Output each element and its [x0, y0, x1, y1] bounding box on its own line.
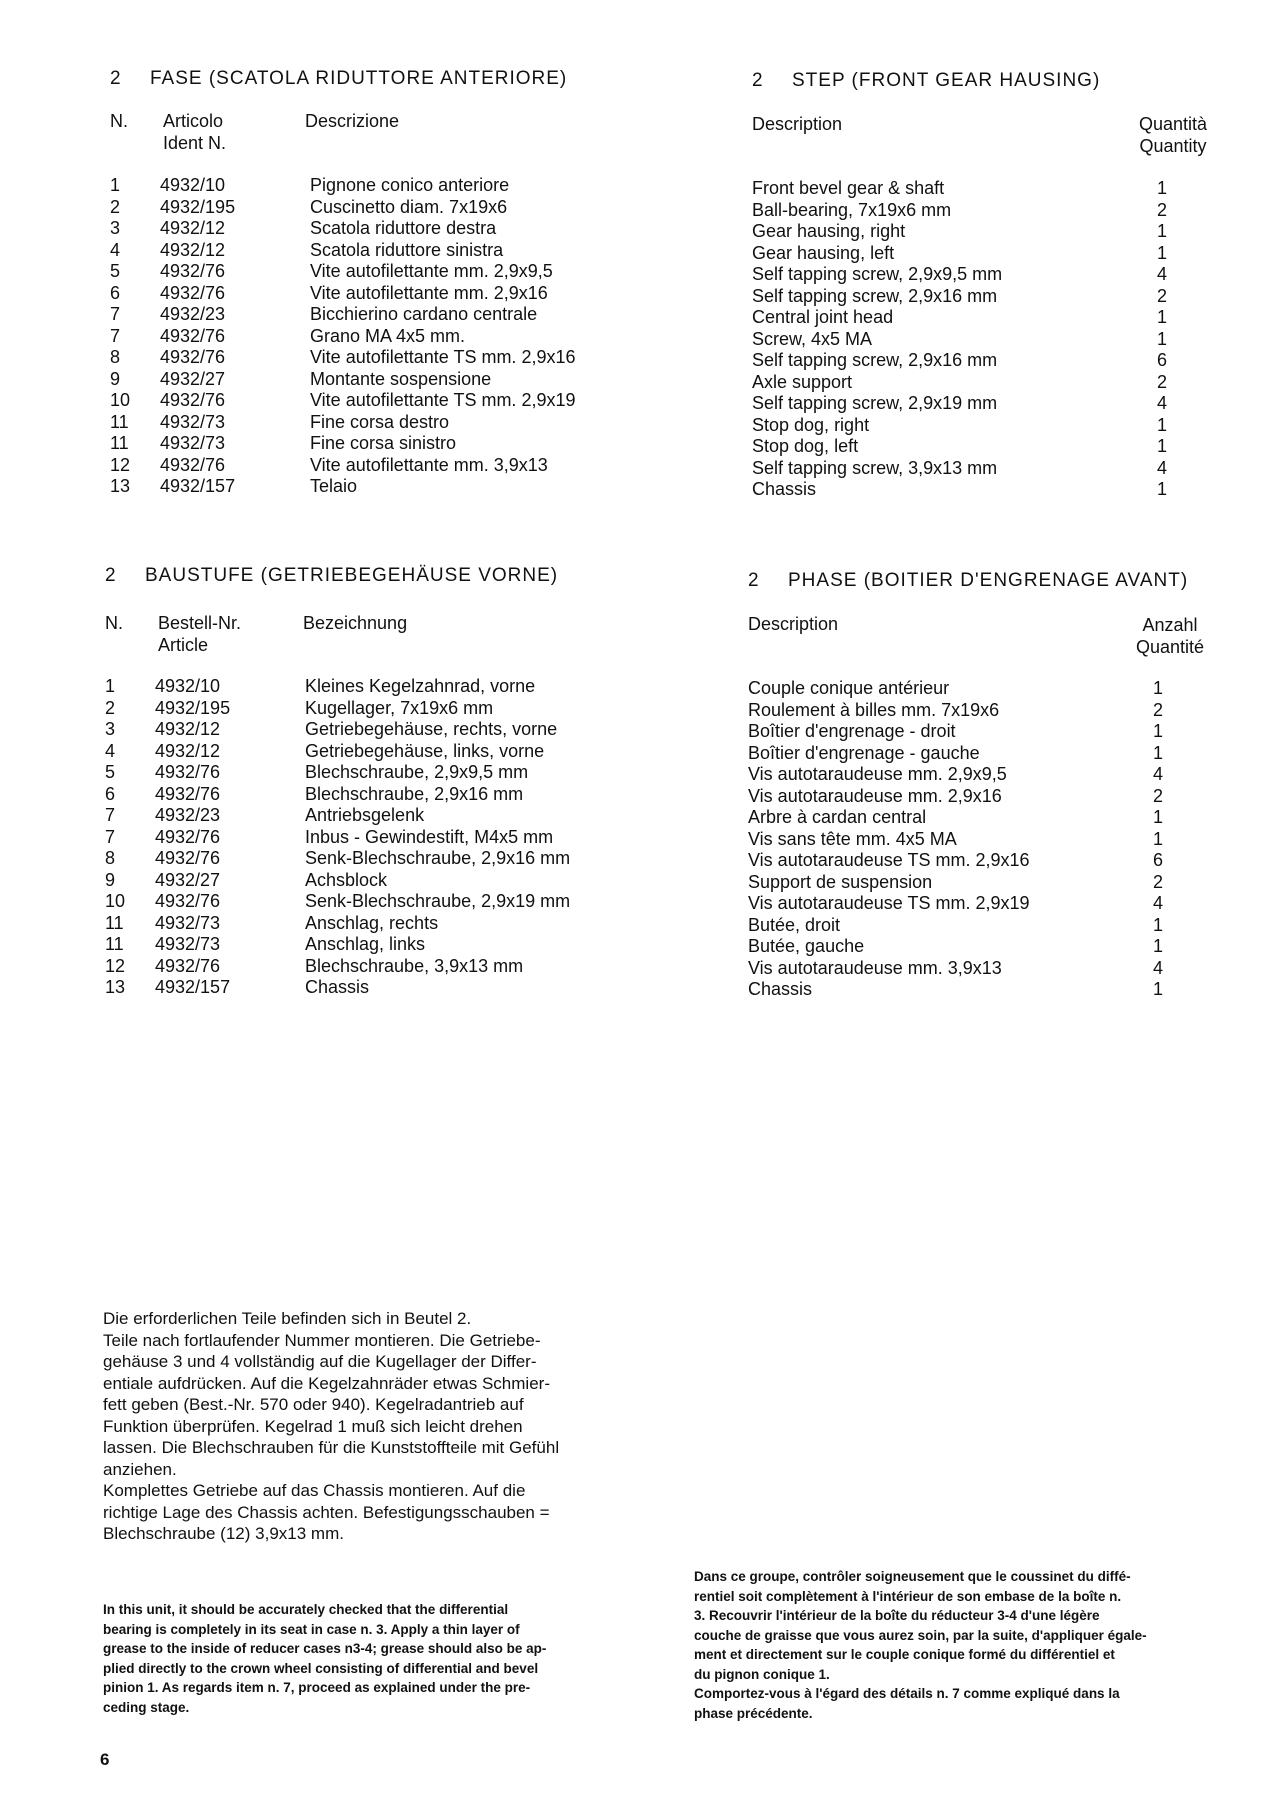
- item-number: 13: [110, 476, 131, 496]
- article-number: 4932/76: [155, 848, 221, 868]
- part-description: Getriebegehäuse, links, vorne: [305, 740, 545, 761]
- part-description: Boîtier d'engrenage - gauche: [748, 742, 980, 763]
- part-description: Kugellager, 7x19x6 mm: [305, 697, 494, 718]
- instruction-line: rentiel soit complètement à l'intérieur de son embase de la boîte n.: [694, 1588, 1122, 1604]
- parts-row: [110, 476, 630, 498]
- parts-row: [748, 850, 1208, 872]
- italian-header-description: Descrizione: [305, 111, 400, 131]
- article-number: 4932/23: [160, 304, 226, 324]
- parts-row: [110, 175, 630, 197]
- parts-row: [105, 891, 625, 913]
- parts-row: [110, 412, 630, 434]
- article-number: 4932/157: [155, 977, 231, 997]
- part-description: Vis sans tête mm. 4x5 MA: [748, 828, 957, 849]
- item-number: 9: [110, 368, 121, 389]
- item-number: 10: [105, 891, 126, 911]
- parts-row: [105, 698, 625, 720]
- part-description: Axle support: [752, 371, 853, 392]
- french-header-quantity-line1: Anzahl: [1142, 615, 1198, 635]
- item-number: 8: [105, 848, 116, 868]
- item-number: 11: [110, 411, 129, 432]
- english-section-number: 2: [752, 70, 764, 91]
- instruction-line: bearing is completely in its seat in case n. 3. Apply a thin layer of: [103, 1621, 520, 1637]
- instruction-line: 3. Recouvrir l'intérieur de la boîte du réducteur 3-4 d'une légère: [694, 1608, 1100, 1623]
- parts-row: [752, 221, 1212, 243]
- part-description: Front bevel gear & shaft: [752, 178, 945, 198]
- item-number: 12: [110, 454, 131, 475]
- article-number: 4932/76: [160, 347, 226, 367]
- part-description: Telaio: [310, 476, 358, 496]
- parts-row: [110, 369, 630, 391]
- instruction-line: anziehen.: [103, 1459, 177, 1479]
- parts-row: [748, 764, 1208, 786]
- parts-row: [752, 178, 1212, 200]
- german-header-n: N.: [105, 613, 123, 633]
- part-description: Pignone conico anteriore: [310, 175, 510, 195]
- article-number: 4932/12: [155, 740, 221, 761]
- italian-parts-list: [110, 175, 630, 498]
- part-description: Anschlag, rechts: [305, 912, 439, 933]
- parts-row: [748, 678, 1208, 700]
- part-description: Stop dog, left: [752, 436, 859, 456]
- parts-row: [748, 743, 1208, 765]
- instruction-line: Funktion überprüfen. Kegelrad 1 muß sich leicht drehen: [103, 1416, 523, 1436]
- parts-row: [110, 347, 630, 369]
- italian-section-number: 2: [110, 68, 122, 89]
- english-header-quantity: [1128, 113, 1218, 157]
- item-number: 4: [110, 239, 121, 260]
- article-number: 4932/195: [155, 697, 231, 718]
- parts-row: [105, 934, 625, 956]
- part-description: Central joint head: [752, 307, 894, 327]
- german-header-article: [158, 612, 241, 656]
- article-number: 4932/73: [155, 934, 221, 954]
- quantity: 4: [1152, 893, 1163, 913]
- quantity: 1: [1152, 914, 1163, 935]
- item-number: 6: [105, 783, 116, 804]
- article-number: 4932/27: [160, 368, 226, 389]
- instruction-line: fett geben (Best.-Nr. 570 oder 940). Kegelradantrieb auf: [103, 1395, 524, 1414]
- item-number: 3: [110, 218, 121, 238]
- italian-section-title: [110, 68, 567, 90]
- parts-row: [110, 240, 630, 262]
- german-section-number: 2: [105, 565, 117, 586]
- quantity: 4: [1156, 457, 1167, 478]
- item-number: 7: [105, 826, 116, 847]
- part-description: Roulement à billes mm. 7x19x6: [748, 699, 1000, 720]
- item-number: 5: [110, 261, 121, 281]
- quantity: 2: [1156, 285, 1167, 306]
- part-description: Arbre à cardan central: [748, 807, 927, 827]
- part-description: Cuscinetto diam. 7x19x6: [310, 196, 508, 217]
- parts-row: [105, 827, 625, 849]
- parts-row: [748, 829, 1208, 851]
- part-description: Kleines Kegelzahnrad, vorne: [305, 676, 536, 696]
- article-number: 4932/12: [160, 239, 226, 260]
- parts-row: [752, 415, 1212, 437]
- item-number: 2: [110, 196, 121, 217]
- item-number: 7: [110, 325, 121, 346]
- part-description: Boîtier d'engrenage - droit: [748, 721, 956, 741]
- part-description: Vite autofilettante TS mm. 2,9x16: [310, 347, 576, 367]
- parts-row: [752, 479, 1212, 501]
- english-section-heading: STEP (FRONT GEAR HAUSING): [792, 70, 1101, 91]
- part-description: Inbus - Gewindestift, M4x5 mm: [305, 826, 554, 847]
- article-number: 4932/76: [155, 826, 221, 847]
- parts-row: [110, 390, 630, 412]
- italian-header-n: N.: [110, 111, 128, 131]
- article-number: 4932/76: [160, 390, 226, 410]
- english-parts-list: [752, 178, 1212, 501]
- quantity: 1: [1156, 221, 1167, 241]
- parts-row: [752, 329, 1212, 351]
- part-description: Stop dog, right: [752, 414, 870, 435]
- part-description: Couple conique antérieur: [748, 678, 950, 698]
- french-header-description: Description: [748, 614, 839, 634]
- parts-row: [748, 872, 1208, 894]
- quantity: 1: [1156, 307, 1167, 327]
- part-description: Screw, 4x5 MA: [752, 328, 873, 349]
- german-instructions: [103, 1308, 643, 1545]
- quantity: 1: [1156, 414, 1167, 435]
- french-header-quantity-line2: Quantité: [1135, 637, 1205, 657]
- part-description: Getriebegehäuse, rechts, vorne: [305, 719, 558, 739]
- french-parts-list: [748, 678, 1208, 1001]
- part-description: Butée, droit: [748, 914, 841, 935]
- item-number: 7: [105, 805, 116, 825]
- parts-row: [110, 304, 630, 326]
- part-description: Self tapping screw, 2,9x19 mm: [752, 393, 998, 413]
- quantity: 1: [1152, 936, 1163, 956]
- parts-row: [748, 958, 1208, 980]
- parts-row: [105, 870, 625, 892]
- parts-row: [110, 261, 630, 283]
- parts-row: [752, 264, 1212, 286]
- german-parts-list: [105, 676, 625, 999]
- italian-header-article-line1: Articolo: [163, 111, 224, 131]
- part-description: Chassis: [752, 479, 817, 499]
- part-description: Self tapping screw, 2,9x16 mm: [752, 285, 998, 306]
- parts-row: [752, 350, 1212, 372]
- article-number: 4932/10: [155, 676, 221, 696]
- item-number: 7: [110, 304, 121, 324]
- parts-row: [748, 721, 1208, 743]
- italian-header-article-line2: Ident N.: [163, 133, 227, 153]
- instruction-line: Comportez-vous à l'égard des détails n. 7 comme expliqué dans la: [694, 1686, 1120, 1701]
- item-number: 1: [105, 676, 116, 696]
- quantity: 4: [1152, 764, 1163, 784]
- item-number: 3: [105, 719, 116, 739]
- item-number: 1: [110, 175, 121, 195]
- quantity: 4: [1156, 264, 1167, 284]
- quantity: 1: [1156, 242, 1167, 263]
- part-description: Achsblock: [305, 869, 388, 890]
- part-description: Vis autotaraudeuse TS mm. 2,9x19: [748, 893, 1030, 913]
- quantity: 1: [1156, 178, 1167, 198]
- part-description: Chassis: [748, 979, 813, 999]
- article-number: 4932/76: [160, 325, 226, 346]
- quantity: 6: [1156, 350, 1167, 370]
- french-header-quantity: [1125, 614, 1215, 658]
- article-number: 4932/76: [160, 282, 226, 303]
- part-description: Senk-Blechschraube, 2,9x19 mm: [305, 891, 571, 911]
- italian-section-heading: FASE (SCATOLA RIDUTTORE ANTERIORE): [150, 68, 568, 89]
- part-description: Vis autotaraudeuse mm. 3,9x13: [748, 957, 1002, 978]
- parts-row: [752, 436, 1212, 458]
- part-description: Vite autofilettante mm. 3,9x13: [310, 454, 548, 475]
- parts-row: [752, 458, 1212, 480]
- parts-row: [748, 979, 1208, 1001]
- german-header-description: Bezeichnung: [303, 613, 408, 633]
- article-number: 4932/76: [160, 454, 226, 475]
- instruction-line: Blechschraube (12) 3,9x13 mm.: [103, 1524, 344, 1543]
- parts-row: [110, 455, 630, 477]
- article-number: 4932/76: [155, 783, 221, 804]
- article-number: 4932/12: [160, 218, 226, 238]
- part-description: Self tapping screw, 2,9x16 mm: [752, 350, 998, 370]
- french-section-number: 2: [748, 570, 760, 591]
- quantity: 1: [1152, 828, 1163, 849]
- part-description: Chassis: [305, 977, 370, 997]
- part-description: Senk-Blechschraube, 2,9x16 mm: [305, 848, 571, 868]
- part-description: Self tapping screw, 3,9x13 mm: [752, 457, 998, 478]
- part-description: Vite autofilettante mm. 2,9x16: [310, 282, 548, 303]
- part-description: Scatola riduttore sinistra: [310, 239, 504, 260]
- part-description: Montante sospensione: [310, 368, 492, 389]
- quantity: 2: [1156, 199, 1167, 220]
- part-description: Blechschraube, 2,9x9,5 mm: [305, 762, 529, 782]
- quantity: 1: [1152, 807, 1163, 827]
- quantity: 2: [1152, 699, 1163, 720]
- parts-row: [105, 719, 625, 741]
- article-number: 4932/76: [160, 261, 226, 281]
- article-number: 4932/27: [155, 869, 221, 890]
- parts-row: [105, 956, 625, 978]
- item-number: 13: [105, 977, 126, 997]
- german-header-article-line2: Article: [158, 635, 209, 655]
- item-number: 5: [105, 762, 116, 782]
- parts-row: [105, 741, 625, 763]
- item-number: 9: [105, 869, 116, 890]
- part-description: Anschlag, links: [305, 934, 426, 954]
- english-header-quantity-line2: Quantity: [1139, 136, 1207, 156]
- instruction-line: grease to the inside of reducer cases n3-4; grease should also be ap-: [103, 1641, 547, 1656]
- parts-row: [110, 283, 630, 305]
- quantity: 6: [1152, 850, 1163, 870]
- part-description: Vis autotaraudeuse mm. 2,9x9,5: [748, 764, 1007, 784]
- part-description: Self tapping screw, 2,9x9,5 mm: [752, 264, 1003, 284]
- item-number: 4: [105, 740, 116, 761]
- quantity: 2: [1152, 785, 1163, 806]
- item-number: 12: [105, 955, 126, 976]
- quantity: 1: [1152, 979, 1163, 999]
- article-number: 4932/23: [155, 805, 221, 825]
- quantity: 1: [1152, 721, 1163, 741]
- article-number: 4932/76: [155, 762, 221, 782]
- part-description: Support de suspension: [748, 871, 933, 892]
- quantity: 1: [1152, 678, 1163, 698]
- quantity: 1: [1156, 479, 1167, 499]
- parts-row: [110, 433, 630, 455]
- french-section-title: [748, 570, 1188, 592]
- instruction-line: couche de graisse que vous aurez soin, par la suite, d'appliquer égale-: [694, 1627, 1147, 1643]
- quantity: 2: [1156, 371, 1167, 392]
- part-description: Fine corsa destro: [310, 411, 450, 432]
- article-number: 4932/76: [155, 891, 221, 911]
- parts-row: [752, 372, 1212, 394]
- article-number: 4932/73: [155, 912, 221, 933]
- item-number: 6: [110, 282, 121, 303]
- part-description: Scatola riduttore destra: [310, 218, 497, 238]
- parts-row: [748, 936, 1208, 958]
- article-number: 4932/76: [155, 955, 221, 976]
- french-instructions: [694, 1567, 1224, 1723]
- item-number: 10: [110, 390, 131, 410]
- article-number: 4932/157: [160, 476, 236, 496]
- instruction-line: pinion 1. As regards item n. 7, proceed as explained under the pre-: [103, 1680, 531, 1695]
- parts-row: [105, 913, 625, 935]
- part-description: Blechschraube, 2,9x16 mm: [305, 783, 524, 804]
- part-description: Vite autofilettante mm. 2,9x9,5: [310, 261, 553, 281]
- parts-row: [752, 393, 1212, 415]
- quantity: 4: [1156, 393, 1167, 413]
- instruction-line: plied directly to the crown wheel consisting of differential and bevel: [103, 1660, 539, 1676]
- instruction-line: Komplettes Getriebe auf das Chassis montieren. Auf die: [103, 1481, 526, 1500]
- english-header-description: Description: [752, 114, 843, 134]
- parts-row: [748, 915, 1208, 937]
- parts-row: [748, 893, 1208, 915]
- parts-row: [748, 807, 1208, 829]
- part-description: Blechschraube, 3,9x13 mm: [305, 955, 524, 976]
- instruction-line: entiale aufdrücken. Auf die Kegelzahnräder etwas Schmier-: [103, 1373, 550, 1393]
- parts-row: [105, 676, 625, 698]
- part-description: Vis autotaraudeuse mm. 2,9x16: [748, 785, 1002, 806]
- parts-row: [105, 784, 625, 806]
- part-description: Gear hausing, left: [752, 242, 895, 263]
- italian-header-article: [163, 110, 226, 154]
- quantity: 1: [1156, 436, 1167, 456]
- german-section-title: [105, 565, 558, 587]
- item-number: 11: [110, 433, 129, 453]
- quantity: 1: [1152, 742, 1163, 763]
- part-description: Vis autotaraudeuse TS mm. 2,9x16: [748, 850, 1030, 870]
- english-header-quantity-line1: Quantità: [1138, 114, 1208, 134]
- part-description: Grano MA 4x5 mm.: [310, 325, 466, 346]
- instruction-line: gehäuse 3 und 4 vollständig auf die Kugellager der Differ-: [103, 1352, 537, 1371]
- quantity: 1: [1156, 328, 1167, 349]
- article-number: 4932/73: [160, 433, 226, 453]
- instruction-line: richtige Lage des Chassis achten. Befestigungsschauben =: [103, 1502, 550, 1522]
- french-section-heading: PHASE (BOITIER D'ENGRENAGE AVANT): [788, 570, 1189, 591]
- item-number: 8: [110, 347, 121, 367]
- part-description: Gear hausing, right: [752, 221, 906, 241]
- article-number: 4932/12: [155, 719, 221, 739]
- instruction-line: In this unit, it should be accurately checked that the differential: [103, 1602, 509, 1617]
- german-header-article-line1: Bestell-Nr.: [158, 613, 242, 633]
- item-number: 2: [105, 697, 116, 718]
- parts-row: [105, 848, 625, 870]
- parts-row: [110, 197, 630, 219]
- parts-row: [752, 243, 1212, 265]
- parts-row: [105, 762, 625, 784]
- item-number: 11: [105, 912, 124, 933]
- part-description: Antriebsgelenk: [305, 805, 425, 825]
- parts-row: [748, 700, 1208, 722]
- article-number: 4932/10: [160, 175, 226, 195]
- parts-row: [110, 218, 630, 240]
- item-number: 11: [105, 934, 124, 954]
- part-description: Bicchierino cardano centrale: [310, 304, 538, 324]
- parts-row: [105, 805, 625, 827]
- german-section-heading: BAUSTUFE (GETRIEBEGEHÄUSE VORNE): [145, 565, 559, 586]
- english-section-title: [752, 70, 1100, 92]
- part-description: Vite autofilettante TS mm. 2,9x19: [310, 390, 576, 410]
- part-description: Ball-bearing, 7x19x6 mm: [752, 199, 952, 220]
- english-instructions: [103, 1600, 643, 1717]
- article-number: 4932/73: [160, 411, 226, 432]
- part-description: Fine corsa sinistro: [310, 433, 457, 453]
- article-number: 4932/195: [160, 196, 236, 217]
- instruction-line: du pignon conique 1.: [694, 1666, 830, 1682]
- instruction-line: ceding stage.: [103, 1699, 190, 1715]
- instruction-line: ment et directement sur le couple conique formé du différentiel et: [694, 1647, 1115, 1662]
- parts-row: [748, 786, 1208, 808]
- parts-row: [110, 326, 630, 348]
- parts-row: [752, 286, 1212, 308]
- quantity: 2: [1152, 871, 1163, 892]
- quantity: 4: [1152, 957, 1163, 978]
- instruction-line: Die erforderlichen Teile befinden sich in Beutel 2.: [103, 1309, 472, 1328]
- parts-row: [105, 977, 625, 999]
- parts-row: [752, 200, 1212, 222]
- part-description: Butée, gauche: [748, 936, 865, 956]
- instruction-line: Teile nach fortlaufender Nummer montieren. Die Getriebe-: [103, 1330, 541, 1350]
- instruction-line: Dans ce groupe, contrôler soigneusement que le coussinet du diffé-: [694, 1569, 1131, 1584]
- page-number: 6: [100, 1750, 110, 1769]
- instruction-line: lassen. Die Blechschrauben für die Kunststoffteile mit Gefühl: [103, 1438, 560, 1457]
- instruction-line: phase précédente.: [694, 1705, 813, 1721]
- parts-row: [752, 307, 1212, 329]
